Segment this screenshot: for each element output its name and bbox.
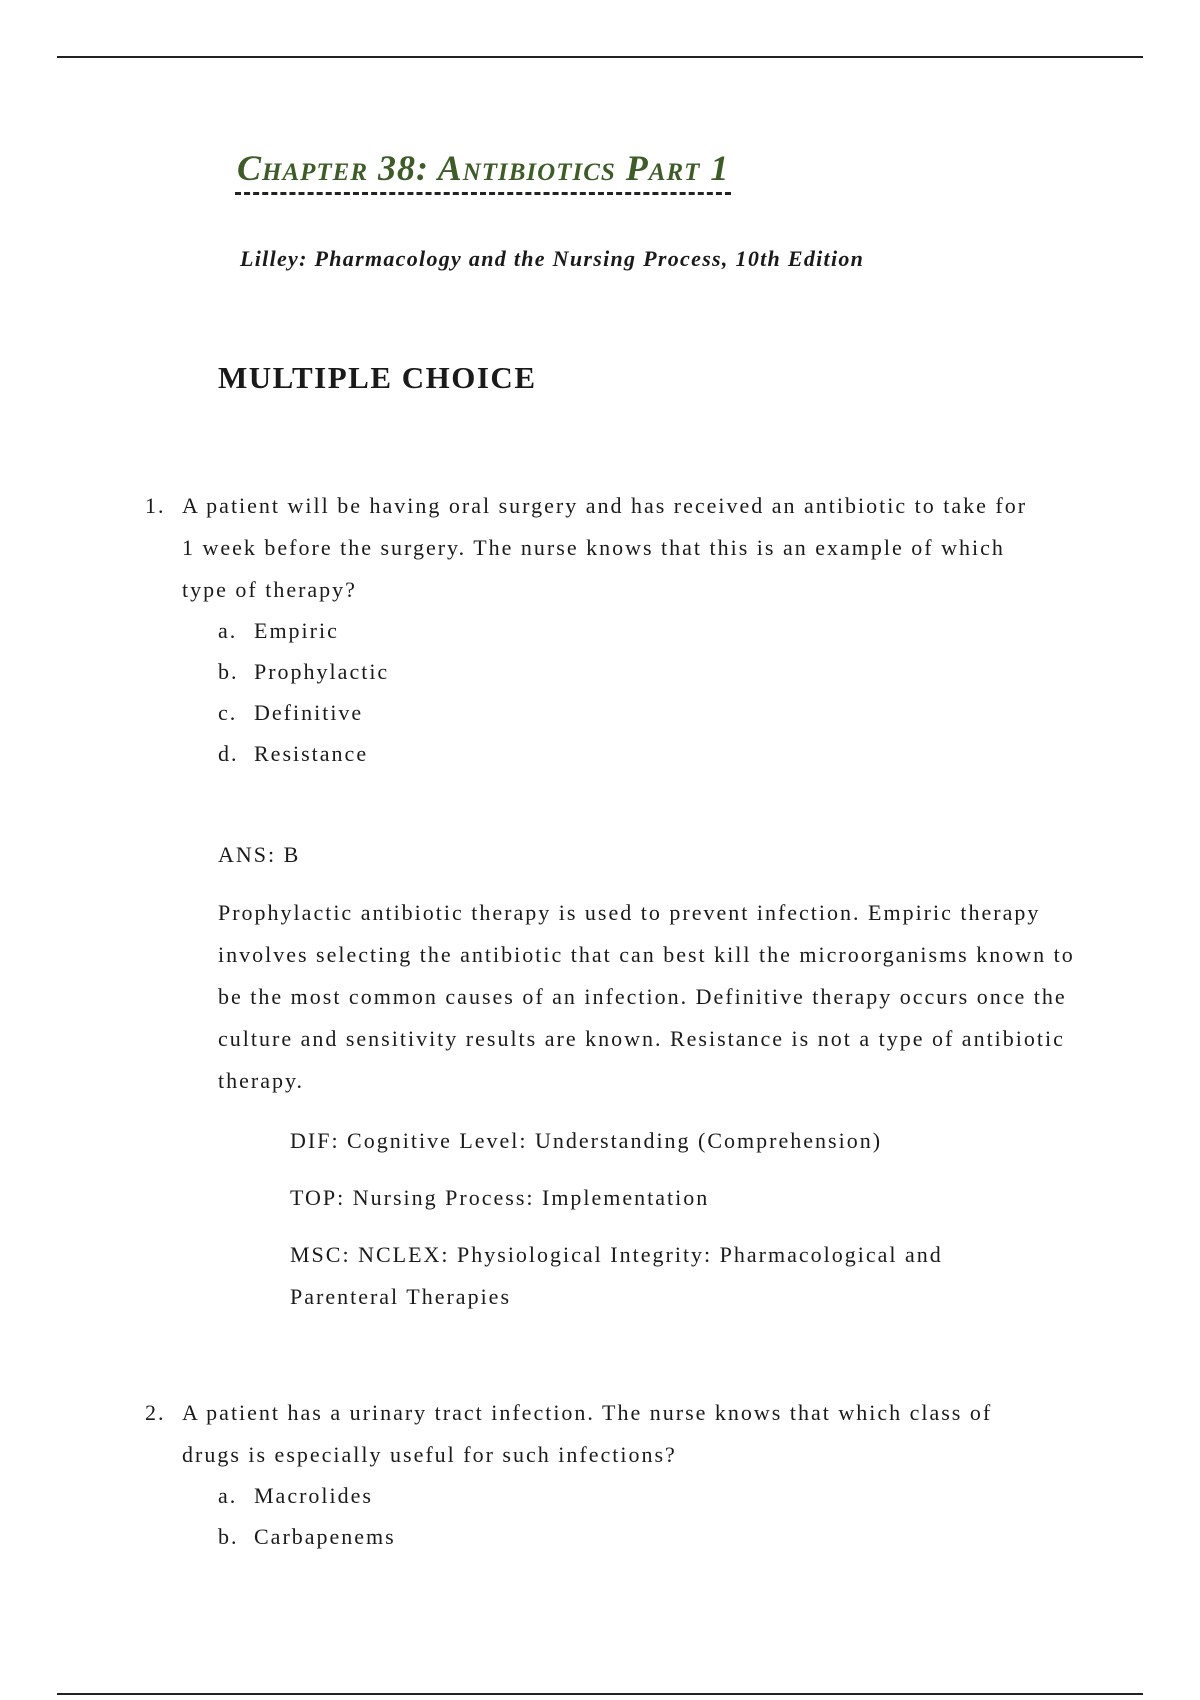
- option-text: Carbapenems: [254, 1524, 396, 1549]
- book-subtitle: Lilley: Pharmacology and the Nursing Process, 10th Edition: [240, 246, 865, 271]
- bottom-rule: [57, 1693, 1143, 1695]
- option-letter: a.: [218, 618, 238, 643]
- answer-rationale: Prophylactic antibiotic therapy is used to prevent infection. Empiric therapy involves selecting the antibiotic that can best kill the microorganisms known to be the most common causes of an infection. Definitive therapy occurs once the culture and sensitivity results are known. Resistance is not a type of antibiotic therapy.: [218, 900, 1075, 1093]
- option-text: Definitive: [254, 700, 364, 725]
- option-letter: b.: [218, 1524, 239, 1549]
- top-rule: [57, 56, 1143, 58]
- question-text: A patient has a urinary tract infection. The nurse knows that which class of drugs is especially useful for such infections?: [182, 1400, 993, 1467]
- chapter-title: Chapter 38: Antibiotics Part 1: [235, 146, 731, 195]
- option-b: [218, 651, 1200, 693]
- option-letter: b.: [218, 659, 239, 684]
- option-letter: d.: [218, 741, 239, 766]
- option-b: [218, 1516, 1200, 1558]
- option-text: Prophylactic: [254, 659, 390, 684]
- question-number: 1.: [145, 493, 166, 518]
- difficulty-tag: DIF: Cognitive Level: Understanding (Comprehension): [290, 1128, 883, 1153]
- msc-tag: MSC: NCLEX: Physiological Integrity: Pharmacological and Parenteral Therapies: [290, 1242, 943, 1309]
- option-a: [218, 610, 1200, 652]
- answer-key: ANS: B: [218, 842, 301, 867]
- option-text: Macrolides: [254, 1483, 373, 1508]
- option-text: Resistance: [254, 741, 369, 766]
- topic-tag: TOP: Nursing Process: Implementation: [290, 1185, 710, 1210]
- question-number: 2.: [145, 1400, 166, 1425]
- option-d: [218, 733, 1200, 775]
- option-letter: c.: [218, 700, 238, 725]
- section-heading: MULTIPLE CHOICE: [218, 360, 537, 395]
- option-text: Empiric: [254, 618, 339, 643]
- option-c: [218, 692, 1200, 734]
- option-a: [218, 1475, 1200, 1517]
- question-text: A patient will be having oral surgery and has received an antibiotic to take for 1 week before the surgery. The nurse knows that this is an example of which type of therapy?: [182, 493, 1028, 602]
- option-letter: a.: [218, 1483, 238, 1508]
